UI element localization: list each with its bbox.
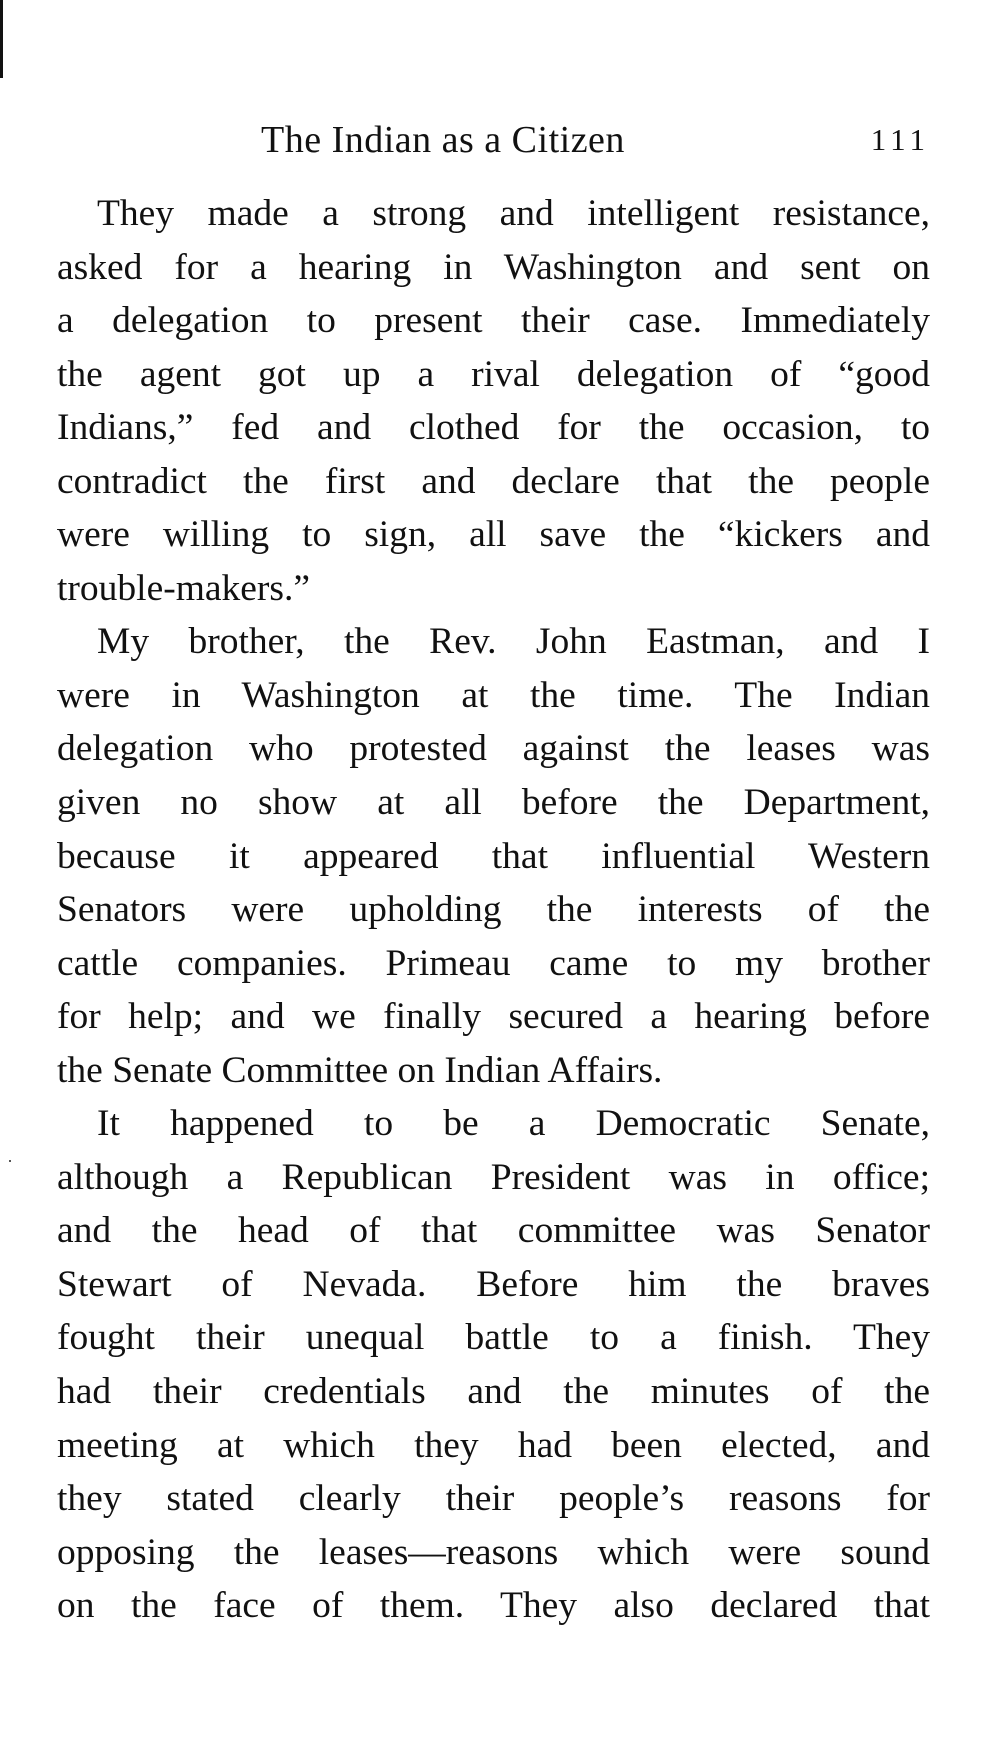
text-line: meeting at which they had been elected, and — [57, 1424, 930, 1466]
text-line: a delegation to present their case. Immediately — [57, 300, 930, 342]
text-line: and the head of that committee was Senator — [57, 1210, 930, 1252]
text-line: given no show at all before the Department, — [57, 782, 930, 824]
text-line: fought their unequal battle to a finish. They — [57, 1317, 930, 1359]
text-line: They made a strong and intelligent resistance, — [97, 193, 930, 234]
text-line: It happened to be a Democratic Senate, — [97, 1103, 930, 1145]
text-line: Senators were upholding the interests of the — [57, 889, 930, 931]
running-head — [57, 112, 930, 168]
text-line: delegation who protested against the leases was — [57, 728, 930, 770]
text-line: for help; and we finally secured a hearing before — [57, 996, 930, 1038]
text-line: because it appeared that influential Western — [57, 835, 930, 877]
text-line: had their credentials and the minutes of the — [57, 1371, 930, 1413]
running-title: The Indian as a Citizen — [261, 119, 625, 161]
text-line: My brother, the Rev. John Eastman, and I — [97, 621, 930, 663]
text-line: although a Republican President was in office; — [57, 1156, 930, 1198]
scan-speck — [9, 1160, 11, 1162]
page-number: 111 — [870, 122, 930, 157]
text-line: asked for a hearing in Washington and sent on — [57, 246, 930, 288]
text-line: the Senate Committee on Indian Affairs. — [57, 1049, 663, 1091]
page-edge-mark — [0, 0, 3, 78]
text-line: they stated clearly their people’s reasons for — [57, 1478, 930, 1520]
text-line: Stewart of Nevada. Before him the braves — [57, 1263, 930, 1305]
text-line: the agent got up a rival delegation of “good — [57, 353, 930, 395]
text-line: were willing to sign, all save the “kickers and — [57, 514, 930, 556]
text-line: cattle companies. Primeau came to my brother — [57, 942, 930, 984]
text-line: Indians,” fed and clothed for the occasion, to — [57, 407, 930, 449]
text-line: on the face of them. They also declared that — [57, 1585, 930, 1627]
text-line: trouble-makers.” — [57, 567, 311, 609]
text-line: were in Washington at the time. The Indian — [57, 674, 930, 716]
text-line: opposing the leases—reasons which were sound — [57, 1531, 930, 1573]
body-text — [57, 187, 930, 1633]
text-line: contradict the first and declare that the people — [57, 460, 930, 502]
